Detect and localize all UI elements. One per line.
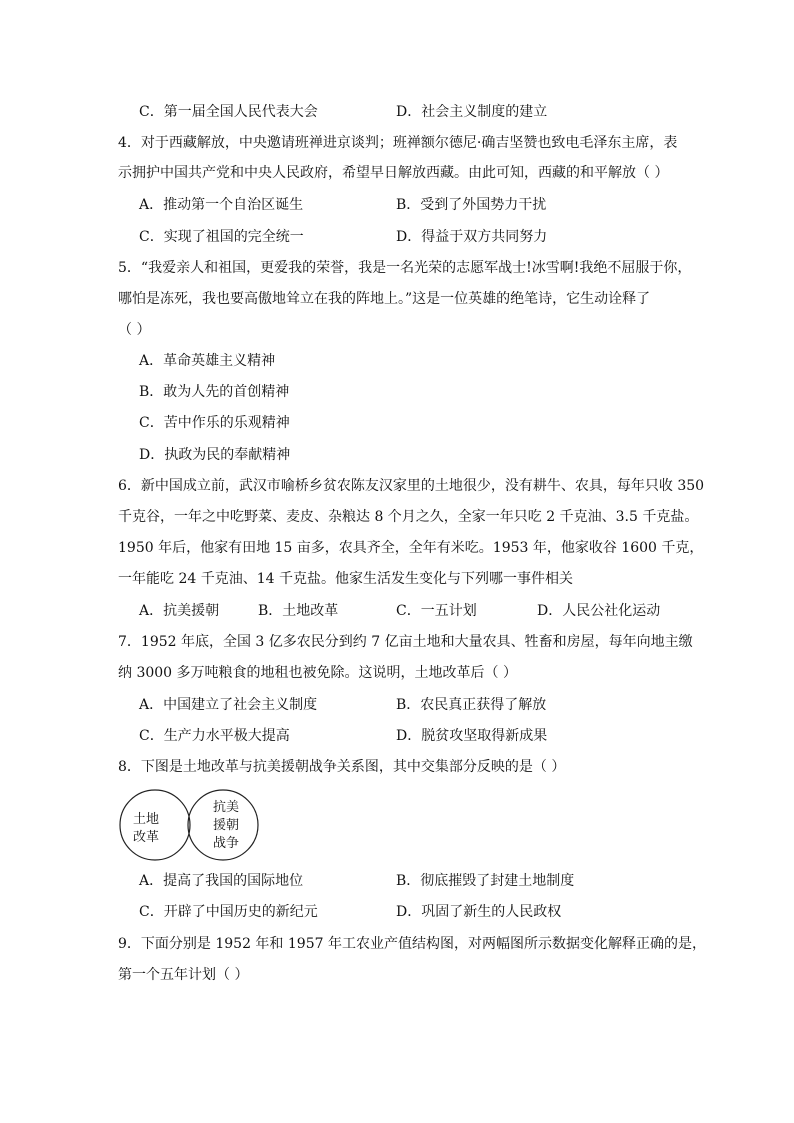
q3-option-d: D．社会主义制度的建立	[396, 104, 548, 120]
q7-stem-line2: 纳 3000 多万吨粮食的地租也被免除。这说明，土地改革后（ ）	[118, 665, 517, 681]
q7-option-a: A．中国建立了社会主义制度	[139, 697, 318, 713]
q8-option-b: B．彻底摧毁了封建土地制度	[396, 873, 575, 889]
q7-option-b: B．农民真正获得了解放	[396, 697, 547, 713]
q5-stem-line3: （ ）	[118, 322, 151, 338]
q5-stem-line1: 5．“我爱亲人和祖国，更爱我的荣誉，我是一名光荣的志愿军战士!冰雪啊!我绝不屈服于你，	[118, 260, 692, 276]
q6-option-a: A．抗美援朝	[139, 603, 220, 619]
venn-right-label-line3: 战争	[212, 836, 240, 851]
q4-option-c: C．实现了祖国的完全统一	[139, 229, 304, 245]
q5-stem-line2: 哪怕是冻死，我也要高傲地耸立在我的阵地上。”这是一位英雄的绝笔诗，它生动诠释了	[118, 291, 651, 307]
q8-option-d: D．巩固了新生的人民政权	[396, 904, 562, 920]
q6-option-d: D．人民公社化运动	[537, 603, 661, 619]
q5-option-b: B．敢为人先的首创精神	[139, 384, 290, 400]
venn-left-label-line2: 改革	[132, 830, 160, 845]
q3-option-c: C．第一届全国人民代表大会	[139, 104, 318, 120]
q5-option-d: D．执政为民的奉献精神	[139, 447, 291, 463]
q7-option-d: D．脱贫攻坚取得新成果	[396, 728, 548, 744]
q4-stem-line2: 示拥护中国共产党和中央人民政府，希望早日解放西藏。由此可知，西藏的和平解放（ ）	[118, 165, 669, 181]
venn-right-label-line2: 援朝	[212, 818, 240, 833]
q6-stem-line2: 千克谷，一年之中吃野菜、麦皮、杂粮达 8 个月之久，全家一年只吃 2 千克油、3.5 千克盐。	[118, 509, 699, 525]
venn-diagram	[118, 787, 264, 863]
q4-option-d: D．得益于双方共同努力	[396, 229, 548, 245]
q8-option-c: C．开辟了中国历史的新纪元	[139, 904, 318, 920]
q6-option-c: C．一五计划	[396, 603, 477, 619]
venn-right-label-line1: 抗美	[212, 800, 240, 815]
q4-option-b: B．受到了外国势力干扰	[396, 197, 547, 213]
q8-stem-line1: 8．下图是土地改革与抗美援朝战争关系图，其中交集部分反映的是（ ）	[118, 759, 566, 775]
q8-option-a: A．提高了我国的国际地位	[139, 873, 304, 889]
q6-stem-line1: 6．新中国成立前，武汉市喻桥乡贫农陈友汉家里的土地很少，没有耕牛、农具，每年只收 350	[118, 478, 705, 494]
q4-stem-line1: 4．对于西藏解放，中央邀请班禅进京谈判；班禅额尔德尼·确吉坚赞也致电毛泽东主席，表	[118, 135, 678, 151]
venn-left-label-line1: 土地	[132, 812, 160, 827]
q9-stem-line2: 第一个五年计划（ ）	[118, 967, 249, 983]
q5-option-a: A．革命英雄主义精神	[139, 353, 276, 369]
q6-stem-line3: 1950 年后，他家有田地 15 亩多，农具齐全，全年有米吃。1953 年，他家收谷 1600 千克，	[118, 540, 704, 556]
q9-stem-line1: 9．下面分别是 1952 年和 1957 年工农业产值结构图，对两幅图所示数据变化解释正确的是，	[118, 936, 706, 952]
q7-stem-line1: 7．1952 年底，全国 3 亿多农民分到约 7 亿亩土地和大量农具、牲畜和房屋，每年向地主缴	[118, 634, 693, 650]
q4-option-a: A．推动第一个自治区诞生	[139, 197, 304, 213]
q5-option-c: C．苦中作乐的乐观精神	[139, 415, 290, 431]
q7-option-c: C．生产力水平极大提高	[139, 728, 290, 744]
q6-option-b: B．土地改革	[258, 603, 339, 619]
q6-stem-line4: 一年能吃 24 千克油、14 千克盐。他家生活发生变化与下列哪一事件相关	[118, 571, 573, 587]
